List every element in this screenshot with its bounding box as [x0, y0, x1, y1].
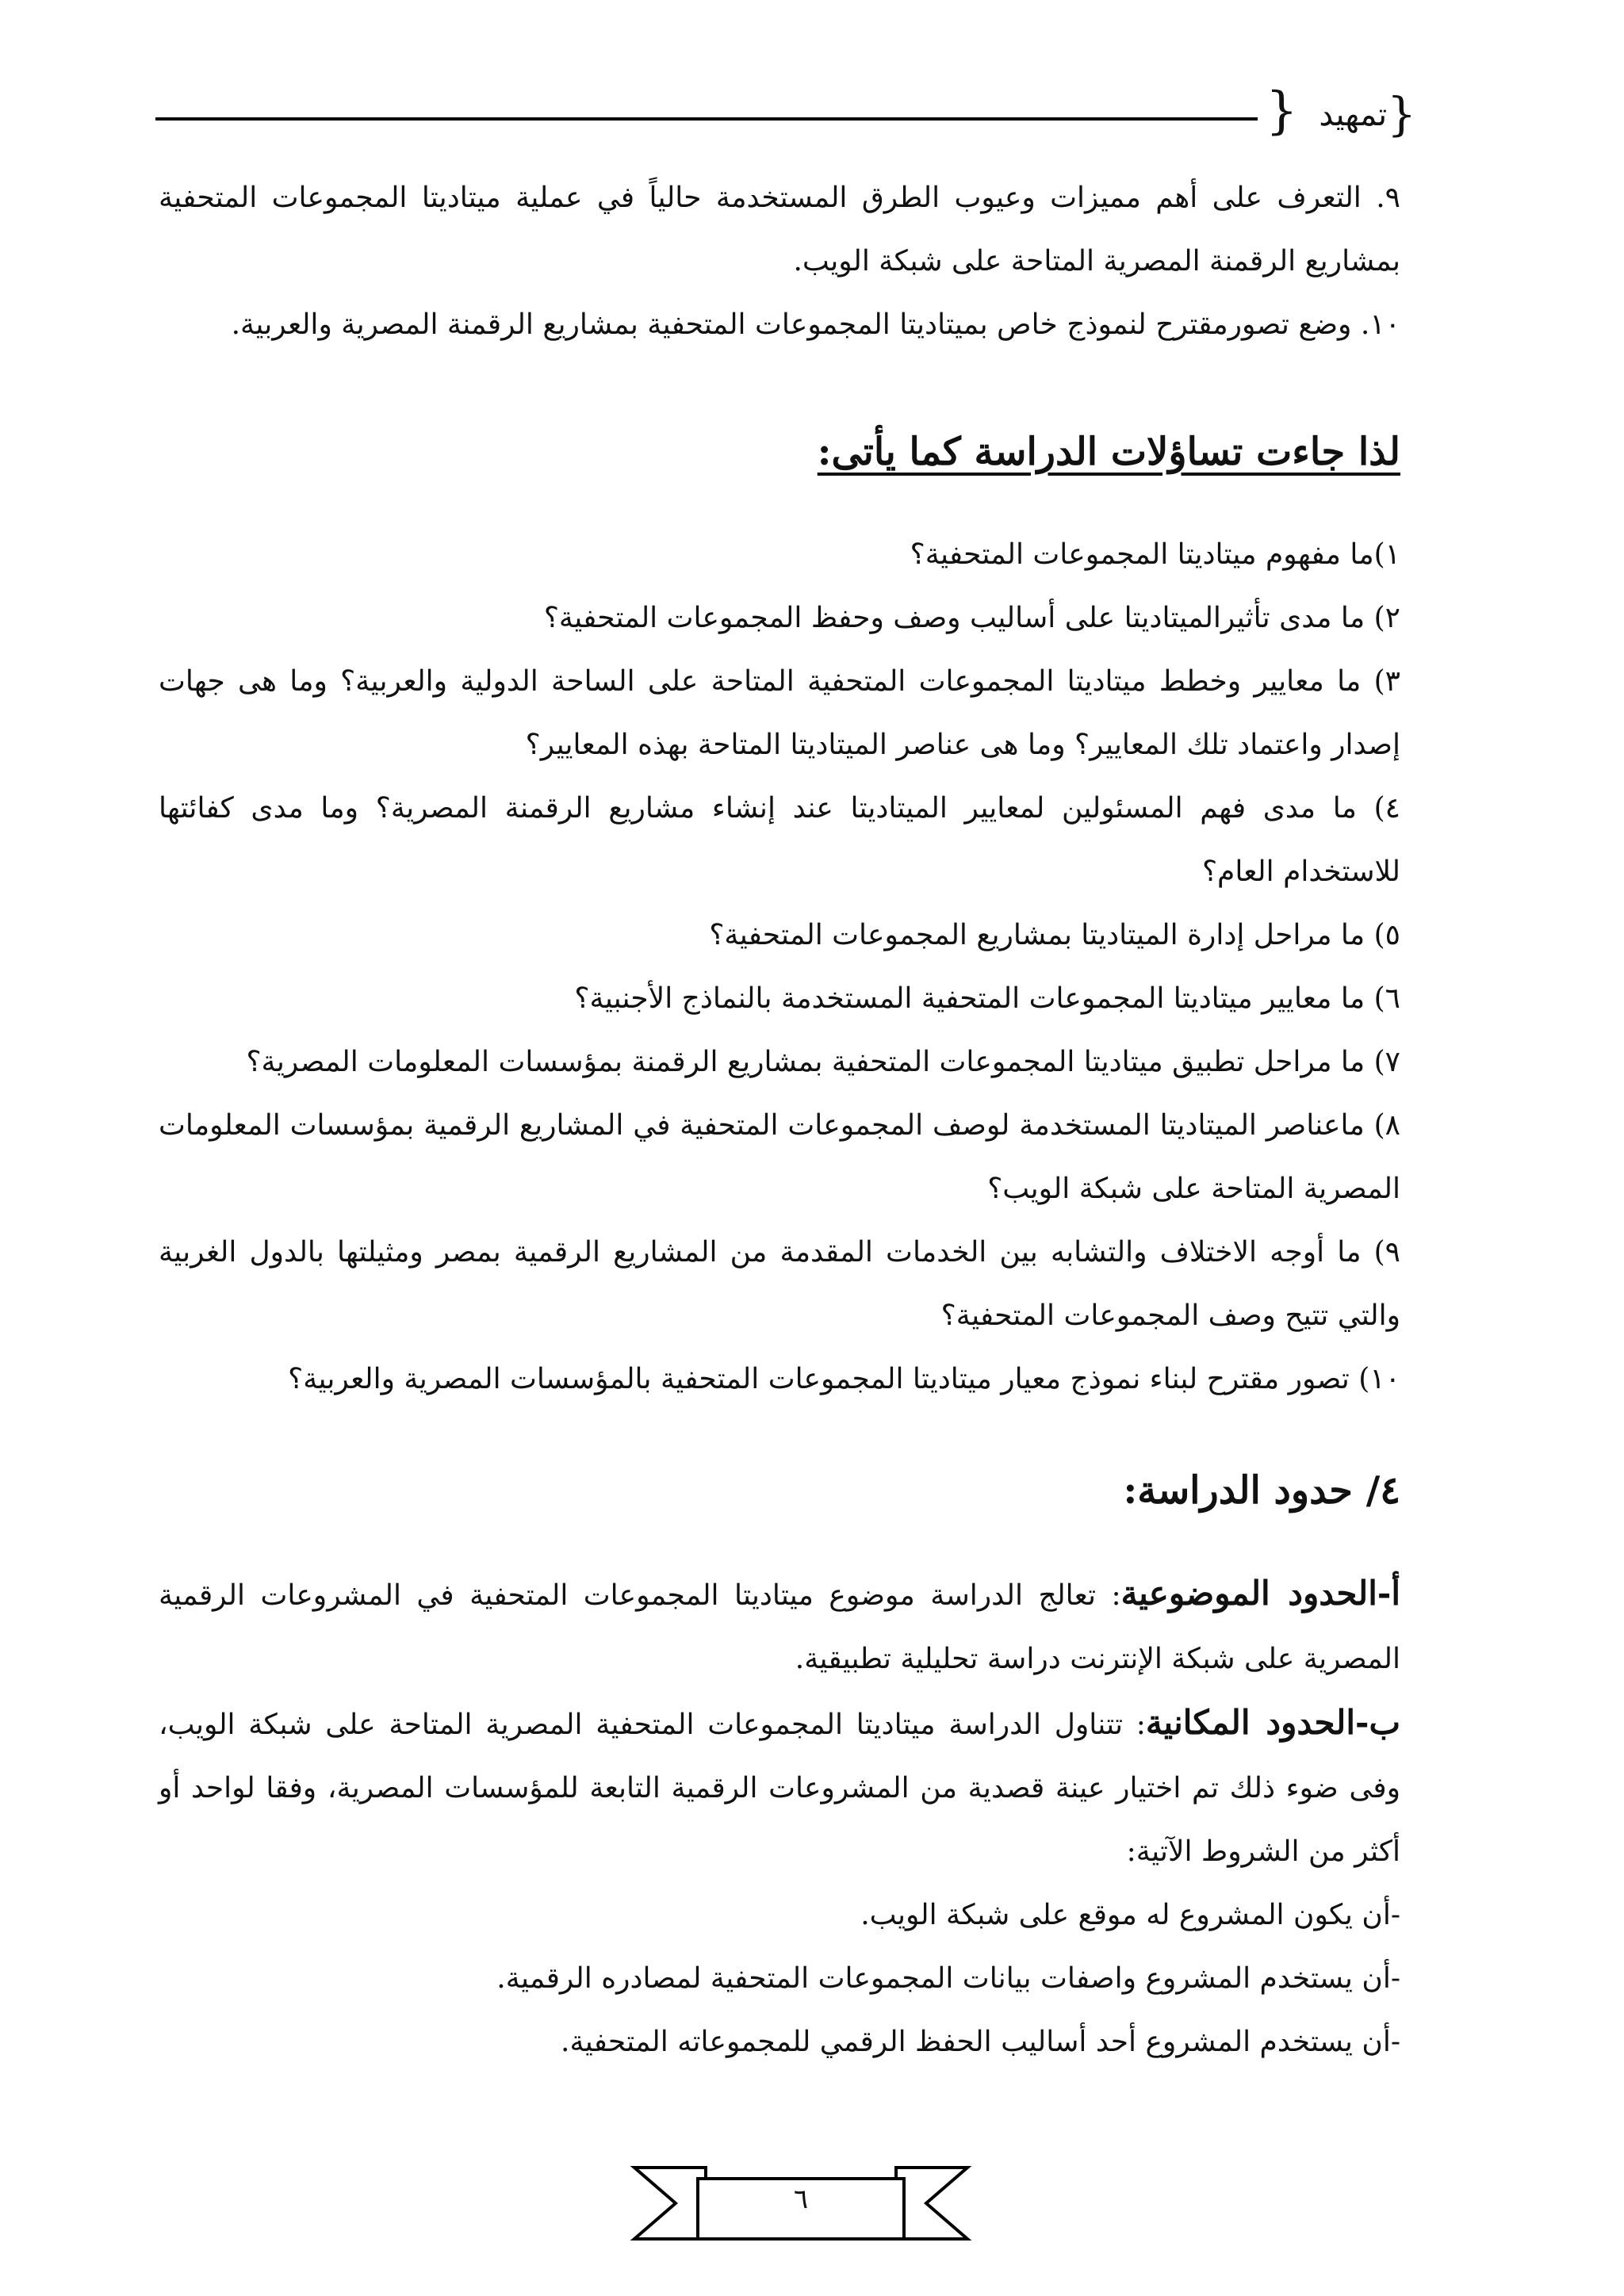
question-item: ٨) ماعناصر الميتاديتا المستخدمة لوصف المجموعات المتحفية في المشاريع الرقمية بمؤسسات المعلومات المصرية المتاحة على شبكة الويب؟: [159, 1109, 1400, 1205]
running-header: [155, 82, 1424, 149]
header-brace-left: }: [1266, 82, 1298, 140]
condition-item: -أن يستخدم المشروع أحد أساليب الحفظ الرقمي للمجموعاته المتحفية.: [561, 2026, 1400, 2058]
limits-heading: ٤/ حدود الدراسة:: [1123, 1468, 1400, 1513]
limits-subject-text: : تعالج الدراسة موضوع ميتاديتا المجموعات المتحفية في المشروعات الرقمية المصرية على شبكة الإنترنت دراسة تحليلية تطبيقية.: [159, 1579, 1400, 1675]
question-item: ٦) ما معايير ميتاديتا المجموعات المتحفية المستخدمة بالنماذج الأجنبية؟: [574, 982, 1400, 1015]
header-rule: [155, 117, 1258, 121]
objective-item: ٩. التعرف على أهم مميزات وعيوب الطرق المستخدمة حالياً في عملية ميتاديتا المجموعات المتحفية بمشاريع الرقمنة المصرية المتاحة على شبكة الويب.: [159, 182, 1400, 277]
limits-subject: [159, 1562, 1400, 1691]
question-item: ١)ما مفهوم ميتاديتا المجموعات المتحفية؟: [910, 538, 1400, 571]
page-number-banner: [626, 2156, 975, 2252]
condition-item: -أن يستخدم المشروع واصفات بيانات المجموعات المتحفية لمصادره الرقمية.: [496, 1962, 1400, 1995]
page-number: ٦: [793, 2183, 809, 2215]
limits-place-text: : تتناول الدراسة ميتاديتا المجموعات المتحفية المصرية المتاحة على شبكة الويب، وفى ضوء ذلك تم اختيار عينة قصدية من المشروعات الرقمية التابعة للمؤسسات المصرية، وفقا لواحد أو أكثر من الشروط الآتية:: [159, 1709, 1400, 1868]
question-item: ٥) ما مراحل إدارة الميتاديتا بمشاريع المجموعات المتحفية؟: [709, 919, 1400, 951]
page-body: [159, 166, 1400, 2074]
questions-heading: لذا جاءت تساؤلات الدراسة كما يأتى:: [817, 430, 1400, 474]
question-item: ٣) ما معايير وخطط ميتاديتا المجموعات المتحفية المتاحة على الساحة الدولية والعربية؟ وما هى جهات إصدار واعتماد تلك المعايير؟ وما هى عناصر الميتاديتا المتاحة بهذه المعايير؟: [159, 665, 1400, 761]
condition-item: -أن يكون المشروع له موقع على شبكة الويب.: [860, 1899, 1400, 1931]
question-item: ١٠) تصور مقترح لبناء نموذج معيار ميتاديتا المجموعات المتحفية بالمؤسسات المصرية والعربية؟: [288, 1363, 1400, 1395]
limits-place: [159, 1691, 1400, 1884]
limits-place-lead: ب-الحدود المكانية: [1145, 1703, 1400, 1742]
question-item: ٢) ما مدى تأثيرالميتاديتا على أساليب وصف وحفظ المجموعات المتحفية؟: [543, 602, 1400, 634]
question-item: ٩) ما أوجه الاختلاف والتشابه بين الخدمات المقدمة من المشاريع الرقمية بمصر ومثيلتها بالدول الغربية والتي تتيح وصف المجموعات المتحفية؟: [159, 1236, 1400, 1332]
question-item: ٧) ما مراحل تطبيق ميتاديتا المجموعات المتحفية بمشاريع الرقمنة بمؤسسات المعلومات المصرية؟: [246, 1046, 1400, 1078]
limits-subject-lead: أ-الحدود الموضوعية: [1120, 1574, 1401, 1613]
header-section-label: {تمهيد: [1319, 87, 1416, 141]
question-item: ٤) ما مدى فهم المسئولين لمعايير الميتاديتا عند إنشاء مشاريع الرقمنة المصرية؟ وما مدى كفائتها للاستخدام العام؟: [159, 792, 1401, 888]
objective-item: ١٠. وضع تصورمقترح لنموذج خاص بميتاديتا المجموعات المتحفية بمشاريع الرقمنة المصرية والعربية.: [231, 308, 1400, 341]
